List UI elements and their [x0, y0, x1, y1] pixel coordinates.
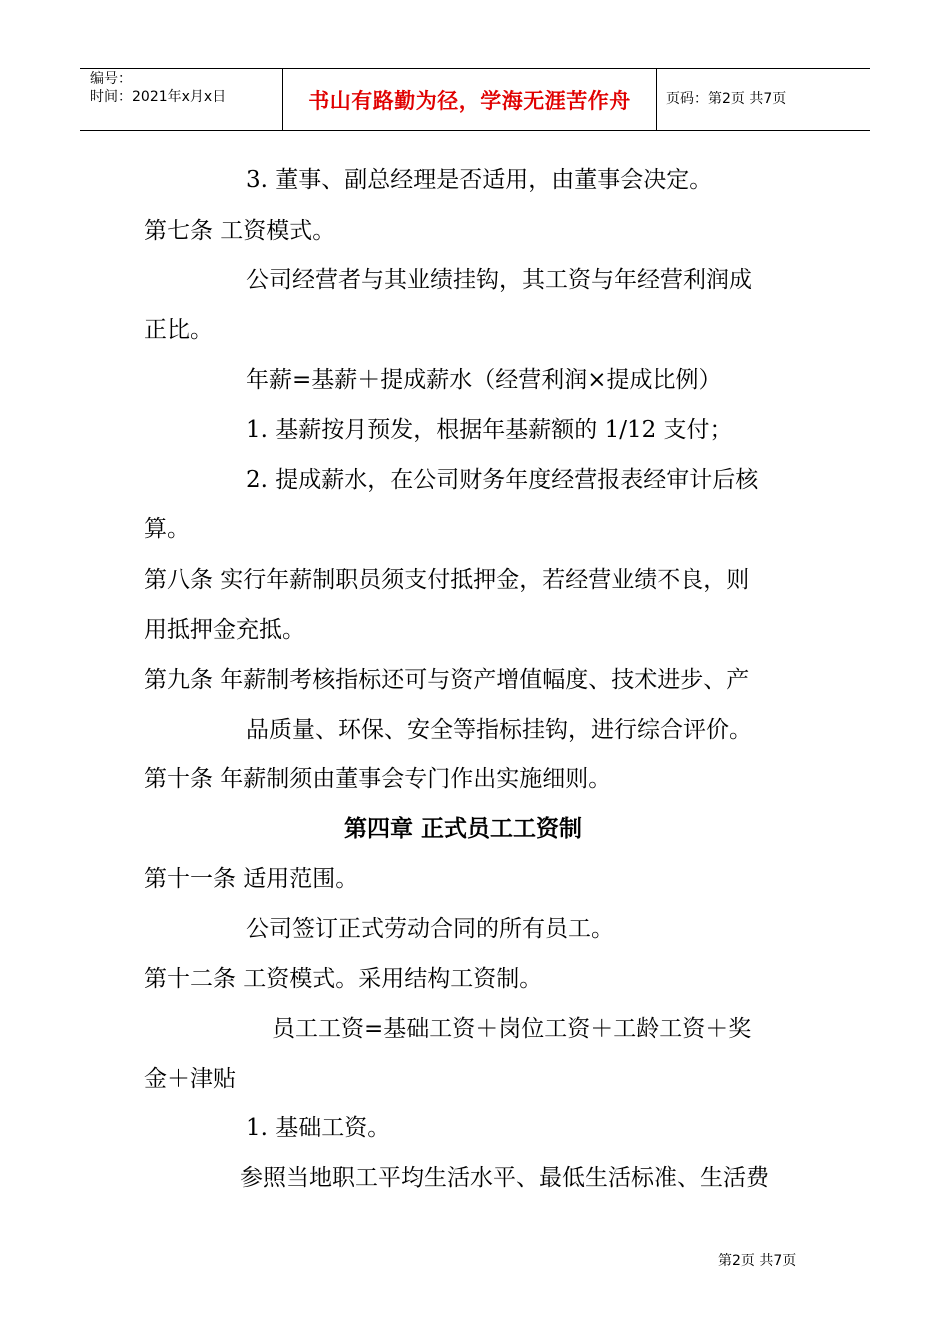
- formula-line: 员工工资=基础工资＋岗位工资＋工龄工资＋奖: [272, 1016, 752, 1042]
- list-item: 2. 提成薪水，在公司财务年度经营报表经审计后核: [246, 467, 759, 493]
- article-heading: 第十一条 适用范围。: [144, 866, 359, 892]
- paragraph-line: 参照当地职工平均生活水平、最低生活标准、生活费: [240, 1165, 769, 1191]
- header-motto-cell: [282, 69, 657, 130]
- paragraph-line: 用抵押金充抵。: [144, 617, 305, 643]
- article-heading: 第八条 实行年薪制职员须支付抵押金，若经营业绩不良，则: [144, 567, 750, 593]
- paragraph-line: 金＋津贴: [144, 1066, 236, 1092]
- list-item: 1. 基薪按月预发，根据年基薪额的 1/12 支付；: [246, 417, 733, 443]
- paragraph-line: 算。: [144, 516, 190, 542]
- header-motto: 书山有路勤为径，学海无涯苦作舟: [308, 88, 631, 113]
- document-time-label: 时间：2021年x月x日: [90, 89, 227, 105]
- article-heading: 第七条 工资模式。: [144, 218, 336, 244]
- chapter-title: 第四章 正式员工工资制: [344, 816, 583, 842]
- paragraph-line: 正比。: [144, 317, 213, 343]
- header-page-cell: [656, 69, 880, 130]
- list-item: 1. 基础工资。: [246, 1115, 391, 1141]
- formula-line: 年薪=基薪＋提成薪水（经营利润×提成比例）: [246, 367, 722, 393]
- paragraph-line: 公司经营者与其业绩挂钩，其工资与年经营利润成: [246, 267, 752, 293]
- article-heading: 第十二条 工资模式。采用结构工资制。: [144, 966, 543, 992]
- paragraph-line: 公司签订正式劳动合同的所有员工。: [246, 916, 614, 942]
- document-header: [80, 68, 870, 131]
- article-heading: 第九条 年薪制考核指标还可与资产增值幅度、技术进步、产: [144, 667, 750, 693]
- document-number-label: 编号：: [90, 71, 132, 87]
- header-page-label: 页码：第2页 共7页: [666, 91, 787, 107]
- paragraph-line: 3. 董事、副总经理是否适用，由董事会决定。: [246, 167, 713, 193]
- header-info-cell: [80, 69, 282, 130]
- article-heading: 第十条 年薪制须由董事会专门作出实施细则。: [144, 766, 612, 792]
- paragraph-line: 品质量、环保、安全等指标挂钩，进行综合评价。: [246, 717, 752, 743]
- page-footer: 第2页 共7页: [718, 1253, 797, 1269]
